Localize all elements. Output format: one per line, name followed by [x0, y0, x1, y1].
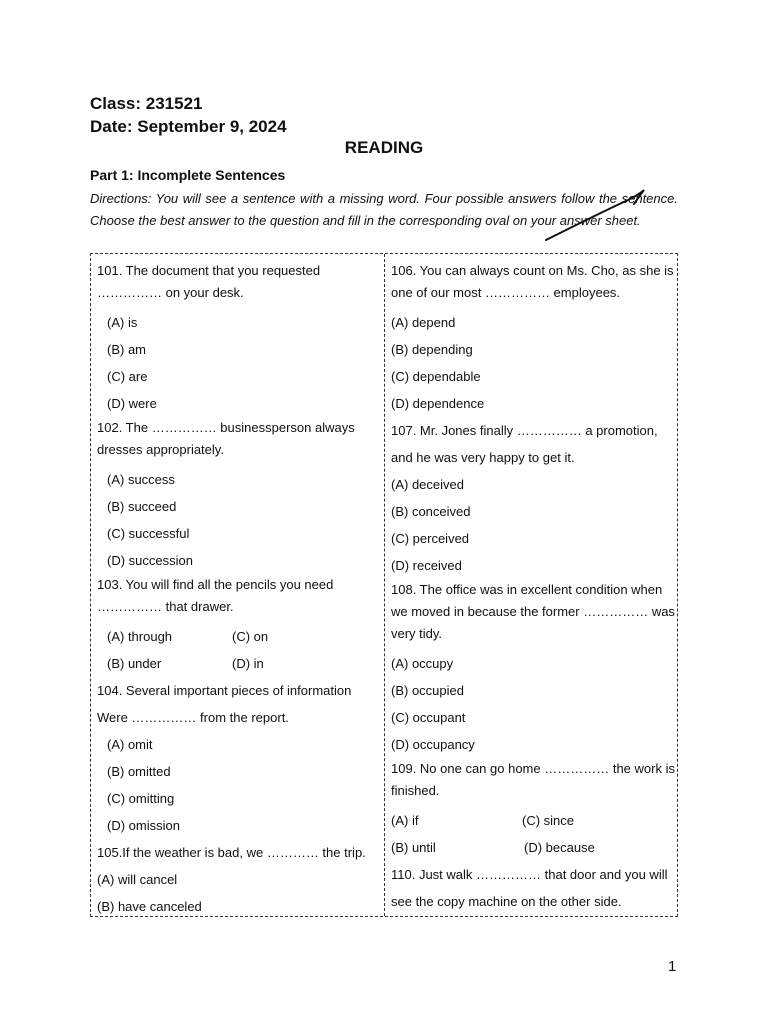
document-title: READING: [344, 138, 424, 157]
option-b: (B) occupied: [391, 683, 464, 698]
question-110: [391, 861, 675, 915]
question-text: 105.If the weather is bad, we ………… the trip.: [97, 845, 366, 860]
option-d: (D) were: [107, 396, 157, 411]
option-b: (B) under: [107, 656, 162, 671]
option-c: (C) are: [107, 369, 148, 384]
option-b: (B) conceived: [391, 504, 471, 519]
option-c: (C) perceived: [391, 531, 470, 546]
option-a: (A) if: [391, 813, 419, 828]
option-a: (A) depend: [391, 315, 456, 330]
option-c: (C) dependable: [391, 369, 481, 384]
question-104: [97, 677, 379, 839]
question-103: [97, 574, 379, 677]
option-a: (A) success: [107, 472, 175, 487]
part-heading: Part 1: Incomplete Sentences: [90, 167, 286, 183]
option-d: (D) occupancy: [391, 737, 475, 752]
date-line: Date: September 9, 2024: [90, 117, 287, 136]
option-c: (C) occupant: [391, 710, 466, 725]
directions-text: Directions: You will see a sentence with a missing word. Four possible answers follow the sentence. Choose the best answer to the question and fill in the corresponding oval on your answer sheet.: [90, 191, 678, 228]
page-number: 1: [668, 958, 677, 975]
option-a: (A) will cancel: [97, 872, 178, 887]
option-c: (C) successful: [107, 526, 190, 541]
option-d: (D) omission: [107, 818, 180, 833]
question-105: [97, 839, 379, 920]
option-a: (A) is: [107, 315, 138, 330]
left-column: [97, 260, 379, 920]
option-b: (B) am: [107, 342, 146, 357]
question-text: 107. Mr. Jones finally …………… a promotion, and he was very happy to get it.: [391, 423, 658, 465]
column-divider: [384, 254, 385, 916]
option-c: (C) on: [232, 629, 269, 644]
option-a: (A) through: [107, 629, 173, 644]
question-table: [90, 253, 678, 917]
question-107: [391, 417, 675, 579]
question-text: 101. The document that you requested …………… on your desk.: [97, 263, 321, 300]
question-108: [391, 579, 675, 758]
option-b: (B) have canceled: [97, 899, 202, 914]
question-text: 102. The …………… businessperson always dresses appropriately.: [97, 420, 355, 457]
option-d: (D) because: [524, 840, 595, 855]
option-b: (B) until: [391, 840, 436, 855]
question-text: 103. You will find all the pencils you need …………… that drawer.: [97, 577, 334, 614]
question-text: 106. You can always count on Ms. Cho, as she is one of our most …………… employees.: [391, 263, 674, 300]
class-line: Class: 231521: [90, 94, 203, 113]
question-text: 110. Just walk …………… that door and you will see the copy machine on the other side.: [391, 867, 668, 909]
option-c: (C) omitting: [107, 791, 175, 806]
option-c: (C) since: [522, 813, 575, 828]
right-column: [391, 260, 675, 915]
option-a: (A) omit: [107, 737, 153, 752]
option-b: (B) depending: [391, 342, 473, 357]
option-d: (D) in: [232, 656, 264, 671]
pen-scribble-mark: [540, 184, 650, 246]
question-109: [391, 758, 675, 861]
question-106: [391, 260, 675, 417]
question-text: 104. Several important pieces of information Were …………… from the report.: [97, 683, 352, 725]
question-text: 109. No one can go home …………… the work is finished.: [391, 761, 675, 798]
option-d: (D) succession: [107, 553, 193, 568]
option-d: (D) received: [391, 558, 462, 573]
question-101: [97, 260, 379, 417]
option-a: (A) occupy: [391, 656, 454, 671]
option-a: (A) deceived: [391, 477, 464, 492]
question-text: 108. The office was in excellent condition when we moved in because the former …………… was very tidy.: [391, 582, 675, 641]
question-102: [97, 417, 379, 574]
option-d: (D) dependence: [391, 396, 485, 411]
option-b: (B) succeed: [107, 499, 177, 514]
option-b: (B) omitted: [107, 764, 171, 779]
